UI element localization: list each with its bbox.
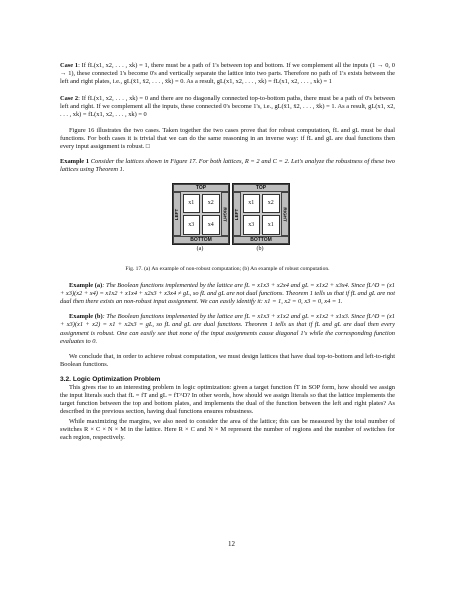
figure-16-paragraph: Figure 16 illustrates the two cases. Taken together the two cases prove that for robust computation, fL and gL must be dual functions. For both cases it is trivial that we can do the same reasoning in an inverse way: if fL and gL are dual functions then every input assignment is robust. □	[60, 126, 395, 150]
figure-17	[60, 183, 395, 265]
lattice-a	[172, 183, 230, 245]
lattice-b-grid	[241, 192, 281, 236]
lattice-b-label: (b)	[256, 246, 264, 253]
lattice-b	[232, 183, 290, 245]
example-b-label: Example (b)	[69, 313, 103, 321]
page-body	[60, 62, 395, 443]
lattice-a-label: (a)	[196, 246, 204, 253]
example-a-paragraph	[60, 282, 395, 306]
lattice-a-cell: x2	[202, 194, 220, 214]
lattice-b-right-plate: RIGHT	[281, 192, 289, 236]
lattice-a-grid	[181, 192, 221, 236]
example-a-text: : The Boolean functions implemented by the lattice are fL = x1x3 + x2x4 and gL = x1x2 + x3x4. Since fL^D = (x1 + x3)(x2 + x4) = x1x2 + x1x4 + x2x3 + x3x4 ≠ gL, so fL and gL are not dual functions. Theorem 1 tells us that if fL and gL are not dual then there exists an non-robust input assignment. We can easily identify it: x1 = 1, x2 = 0, x3 = 0, x4 = 1.	[60, 282, 395, 306]
lattice-a-cell: x3	[183, 215, 201, 235]
lattice-a-right-plate: RIGHT	[221, 192, 229, 236]
figure-17-caption: Fig. 17. (a) An example of non-robust computation; (b) An example of robust computation.	[125, 266, 330, 273]
section-paragraph-2: While maximizing the margins, we also need to consider the area of the lattice; this can be measured by the total number of switches R × C × N × M in the lattice. Here R × C and N × M represent the number of regions and the number of switches for each region, respectively.	[60, 418, 395, 442]
section-paragraph-1: This gives rise to an interesting problem in logic optimization: given a target function fT in SOP form, how should we assign the input literals such that fL = fT and gL = fT^D? In other words, how should we assign literals so that the lattice implements the target function between the top and bottom plates, and implements the dual of the function between the left and right plates? As described in the previous section, having dual functions ensures robustness.	[60, 383, 395, 416]
lattice-b-top-plate: TOP	[233, 184, 289, 192]
lattice-b-cell: x2	[262, 194, 280, 214]
example-a-label: Example (a)	[69, 282, 103, 290]
lattice-a-bottom-plate: BOTTOM	[173, 236, 229, 244]
section-heading: 3.2. Logic Optimization Problem	[60, 375, 161, 383]
lattice-a-cell: x1	[183, 194, 201, 214]
lattice-b-bottom-plate: BOTTOM	[233, 236, 289, 244]
case-1-text: : If fL(x1, x2, . . . , xk) = 1, there must be a path of 1's between top and bottom. If we complement all the inputs (1 → 0, 0 → 1), these connected 1's become 0's and vertically separate the lattice into two parts. Therefore no path of 1's exists between the left and right plates, i.e., gL(x̄1, x̄2, . . . , x̄k) = 0. As a result, gL(x1, x2, . . . , xk) = fL(x1, x2, . . . , xk) = 1	[60, 62, 395, 86]
case-1-paragraph	[60, 62, 395, 86]
lattice-b-cell: x1	[243, 194, 261, 214]
example-b-paragraph	[60, 313, 395, 345]
lattice-b-cell: x3	[243, 215, 261, 235]
lattice-a-top-plate: TOP	[173, 184, 229, 192]
case-2-label: Case 2	[60, 95, 79, 103]
case-2-paragraph	[60, 95, 395, 119]
lattice-a-cell: x4	[202, 215, 220, 235]
lattice-b-cell: x1	[262, 215, 280, 235]
example-1-paragraph	[60, 158, 395, 174]
lattice-a-left-plate: LEFT	[173, 192, 181, 236]
conclusion-paragraph: We conclude that, in order to achieve robust computation, we must design lattices that have dual top-to-bottom and left-to-right Boolean functions.	[60, 352, 395, 368]
case-2-text: : If fL(x1, x2, . . . , xk) = 0 and there are no diagonally connected top-to-bottom paths, there must be a path of 0's between left and right. If we complement all the inputs, these connected 0's become 1's, i.e., gL(x̄1, x̄2, . . . , x̄k) = 1. As a result, gL(x1, x2, . . . , xk) = fL(x1, x2, . . . , xk) = 0	[60, 95, 396, 119]
example-1-text: Consider the lattices shown in Figure 17. For both lattices, R = 2 and C = 2. Let's analyze the robustness of these two lattices using Theorem 1.	[60, 157, 395, 173]
case-1-label: Case 1	[60, 62, 79, 69]
example-b-text: : The Boolean functions implemented by the lattice are fL = x1x3 + x1x2 and gL = x1x2 + x1x3. Since fL^D = (x1 + x3)(x1 + x2) = x1 + x2x3 = gL, so fL and gL are dual functions. Theorem 1 tells us that if fL and gL are dual then every assignment is robust. One can easily see that none of the input assignments cause diagonal 1's while the corresponding function evaluates to 0.	[60, 313, 395, 345]
page-number: 12	[228, 540, 235, 548]
example-1-label: Example 1	[60, 157, 90, 165]
lattice-b-left-plate: LEFT	[233, 192, 241, 236]
